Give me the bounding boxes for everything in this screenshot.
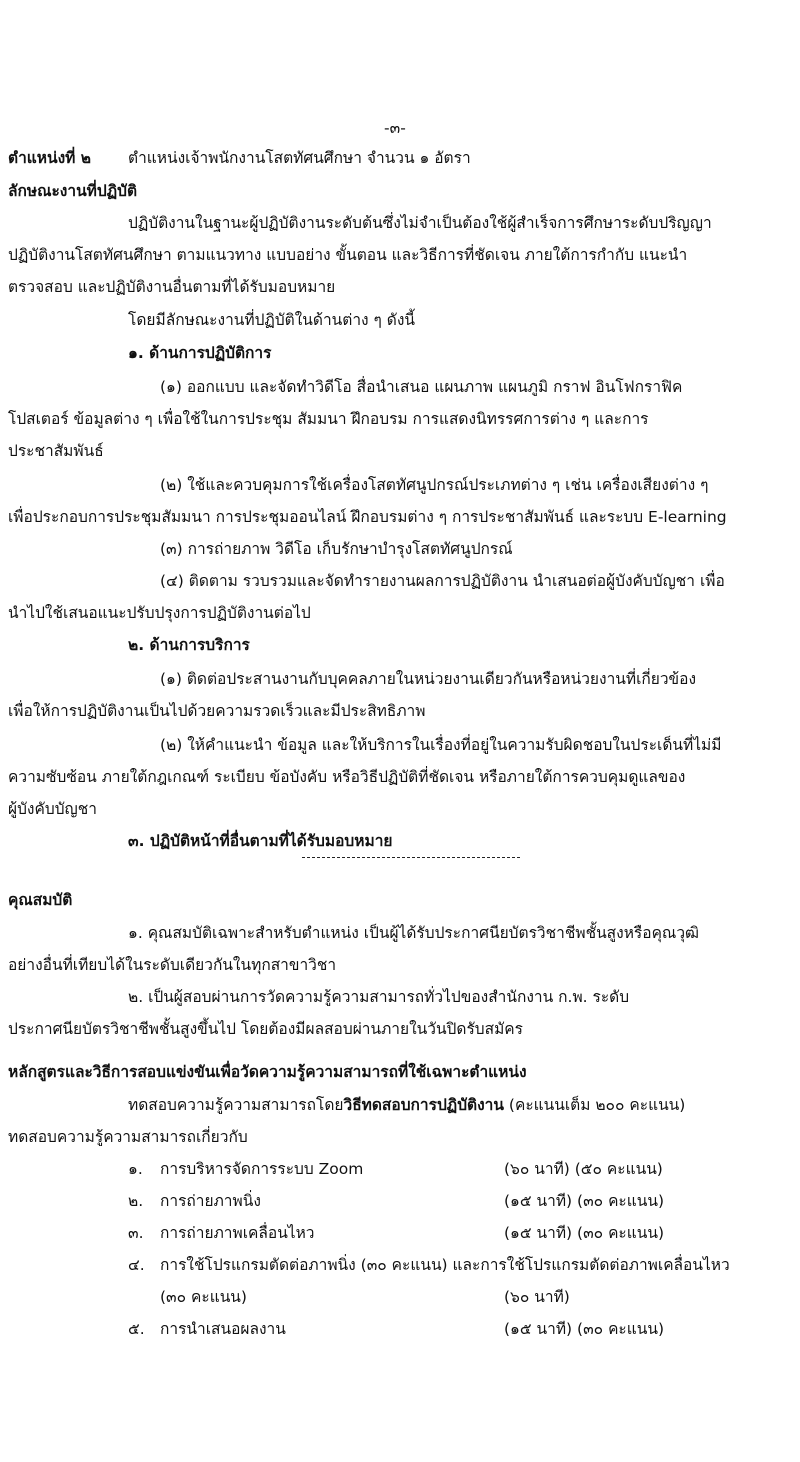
section1-item4-line: (๔) ติดตาม รวบรวมและจัดทำรายงานผลการปฏิบัติงาน นำเสนอต่อผู้บังคับบัญชา เพื่อ bbox=[160, 572, 725, 590]
section2-item1-line: (๑) ติดต่อประสานงานกับบุคคลภายในหน่วยงานเดียวกันหรือหน่วยงานที่เกี่ยวข้อง bbox=[160, 670, 697, 688]
exam-item-label: การถ่ายภาพเคลื่อนไหว bbox=[160, 1224, 315, 1242]
exam-method: วิธีทดสอบการปฏิบัติงาน bbox=[343, 1096, 504, 1114]
qualification-item2-line: ๒. เป็นผู้สอบผ่านการวัดความรู้ความสามารถทั่วไปของสำนักงาน ก.พ. ระดับ bbox=[128, 988, 630, 1006]
section2-item2-line: ความซับซ้อน ภายใต้กฎเกณฑ์ ระเบียบ ข้อบังคับ หรือวิธีปฏิบัติที่ชัดเจน หรือภายใต้การควบคุมดูแลของ bbox=[8, 768, 686, 786]
qualification-item1-line: ๑. คุณสมบัติเฉพาะสำหรับตำแหน่ง เป็นผู้ได้รับประกาศนียบัตรวิชาชีพชั้นสูงหรือคุณวุฒิ bbox=[128, 924, 700, 942]
duties-heading: ลักษณะงานที่ปฏิบัติ bbox=[8, 182, 138, 200]
duties-intro-line: ตรวจสอบ และปฏิบัติงานอื่นตามที่ได้รับมอบหมาย bbox=[8, 278, 336, 296]
exam-item-label: การบริหารจัดการระบบ Zoom bbox=[160, 1160, 364, 1178]
exam-item-detail: (๑๕ นาที) (๓๐ คะแนน) bbox=[504, 1320, 664, 1338]
areas-intro: โดยมีลักษณะงานที่ปฏิบัติในด้านต่าง ๆ ดังนี้ bbox=[128, 311, 416, 329]
section1-item1-line: ประชาสัมพันธ์ bbox=[8, 442, 104, 460]
exam-item-label: การถ่ายภาพนิ่ง bbox=[160, 1192, 261, 1210]
duties-intro-line: ปฏิบัติงานโสตทัศนศึกษา ตามแนวทาง แบบอย่าง ขั้นตอน และวิธีการที่ชัดเจน ภายใต้การกำกับ แนะนำ bbox=[8, 246, 688, 264]
section2-item2-line: ผู้บังคับบัญชา bbox=[8, 800, 97, 818]
exam-item-number: ๔. bbox=[128, 1256, 145, 1274]
exam-item-number: ๕. bbox=[128, 1320, 145, 1338]
exam-item-detail: (๖๐ นาที) (๕๐ คะแนน) bbox=[504, 1160, 663, 1178]
exam-intro-pre: ทดสอบความรู้ความสามารถโดย bbox=[128, 1096, 344, 1114]
exam-item-label: การใช้โปรแกรมตัดต่อภาพนิ่ง (๓๐ คะแนน) และการใช้โปรแกรมตัดต่อภาพเคลื่อนไหว bbox=[160, 1256, 730, 1274]
page-number: -๓- bbox=[384, 119, 406, 137]
section1-item2-line: (๒) ใช้และควบคุมการใช้เครื่องโสตทัศนูปกรณ์ประเภทต่าง ๆ เช่น เครื่องเสียงต่าง ๆ bbox=[160, 476, 709, 494]
section3-heading: ๓. ปฏิบัติหน้าที่อื่นตามที่ได้รับมอบหมาย bbox=[128, 832, 393, 850]
divider bbox=[302, 857, 520, 858]
section1-item1-line: (๑) ออกแบบ และจัดทำวิดีโอ สื่อนำเสนอ แผนภาพ แผนภูมิ กราฟ อินโฟกราฟิค bbox=[160, 378, 683, 396]
exam-item-detail: (๑๕ นาที) (๓๐ คะแนน) bbox=[504, 1192, 664, 1210]
position-title: ตำแหน่งเจ้าพนักงานโสตทัศนศึกษา จำนวน ๑ อัตรา bbox=[128, 149, 471, 167]
qualification-item2-line: ประกาศนียบัตรวิชาชีพชั้นสูงขึ้นไป โดยต้องมีผลสอบผ่านภายในวันปิดรับสมัคร bbox=[8, 1020, 523, 1038]
exam-item-detail: (๑๕ นาที) (๓๐ คะแนน) bbox=[504, 1224, 664, 1242]
exam-item-number: ๒. bbox=[128, 1192, 144, 1210]
duties-intro-line: ปฏิบัติงานในฐานะผู้ปฏิบัติงานระดับต้นซึ่งไม่จำเป็นต้องใช้ผู้สำเร็จการศึกษาระดับปริญญา bbox=[128, 214, 712, 232]
exam-item-number: ๓. bbox=[128, 1224, 144, 1242]
section1-item3: (๓) การถ่ายภาพ วิดีโอ เก็บรักษาบำรุงโสตทัศนูปกรณ์ bbox=[160, 540, 513, 558]
section2-item1-line: เพื่อให้การปฏิบัติงานเป็นไปด้วยความรวดเร็วและมีประสิทธิภาพ bbox=[8, 702, 426, 720]
position-label: ตำแหน่งที่ ๒ bbox=[8, 149, 91, 167]
section1-heading: ๑. ด้านการปฏิบัติการ bbox=[128, 344, 272, 362]
exam-item-label-cont: (๓๐ คะแนน) bbox=[160, 1288, 247, 1306]
exam-intro-post: (คะแนนเต็ม ๒๐๐ คะแนน) bbox=[503, 1096, 686, 1114]
exam-intro bbox=[128, 1094, 685, 1116]
section2-heading: ๒. ด้านการบริการ bbox=[128, 636, 250, 654]
exam-item-detail: (๖๐ นาที) bbox=[504, 1288, 570, 1306]
exam-item-label: การนำเสนอผลงาน bbox=[160, 1320, 286, 1338]
qualification-item1-line: อย่างอื่นที่เทียบได้ในระดับเดียวกันในทุกสาขาวิชา bbox=[8, 956, 337, 974]
exam-intro-line2: ทดสอบความรู้ความสามารถเกี่ยวกับ bbox=[8, 1128, 248, 1146]
section1-item1-line: โปสเตอร์ ข้อมูลต่าง ๆ เพื่อใช้ในการประชุม สัมมนา ฝึกอบรม การแสดงนิทรรศการต่าง ๆ และการ bbox=[8, 410, 649, 428]
section1-item2-line: เพื่อประกอบการประชุมสัมมนา การประชุมออนไลน์ ฝึกอบรมต่าง ๆ การประชาสัมพันธ์ และระบบ E-learning bbox=[8, 508, 727, 526]
section2-item2-line: (๒) ให้คำแนะนำ ข้อมูล และให้บริการในเรื่องที่อยู่ในความรับผิดชอบในประเด็นที่ไม่มี bbox=[160, 736, 722, 754]
exam-heading: หลักสูตรและวิธีการสอบแข่งขันเพื่อวัดความรู้ความสามารถที่ใช้เฉพาะตำแหน่ง bbox=[8, 1063, 527, 1081]
qualifications-heading: คุณสมบัติ bbox=[8, 891, 73, 909]
section1-item4-line: นำไปใช้เสนอแนะปรับปรุงการปฏิบัติงานต่อไป bbox=[8, 604, 311, 622]
exam-item-number: ๑. bbox=[128, 1160, 143, 1178]
